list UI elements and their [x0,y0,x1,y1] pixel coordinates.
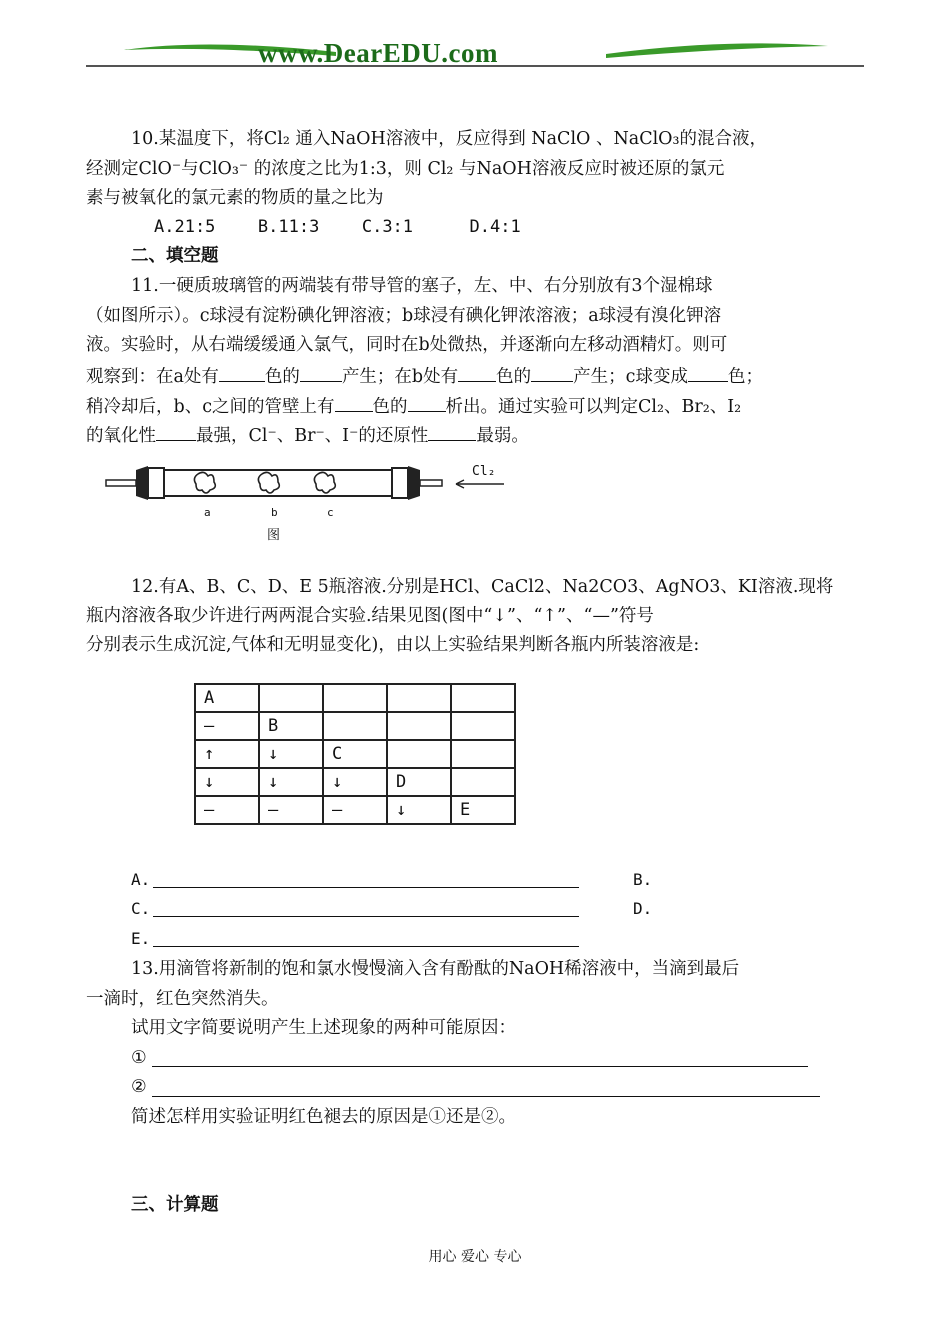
left-cap [148,468,164,498]
answer-line-e[interactable] [153,946,579,947]
table-cell: ↓ [259,768,323,796]
q10-line-3: 素与被氧化的氯元素的物质的量之比为 [86,188,384,208]
q11-line-2: （如图所示）。c球浸有淀粉碘化钾溶液；b球浸有碘化钾浓溶液；a球浸有溴化钾溶 [86,306,722,326]
q11-l4-part: 观察到：在a处有 [86,367,219,387]
q13-line-1: 13.用滴管将新制的饱和氯水慢慢滴入含有酚酞的NaOH稀溶液中，当滴到最后 [131,959,740,979]
table-cell [451,740,515,768]
q13-line-3: 试用文字简要说明产生上述现象的两种可能原因： [131,1018,516,1038]
q11-l5-part: 析出。通过实验可以判定Cl₂、Br₂、I₂ [445,397,742,417]
table-cell [259,684,323,712]
cotton-ball-a [194,472,215,493]
table-cell: ↓ [387,796,451,824]
q12-line-2: 瓶内溶液各取少许进行两两混合实验.结果见图(图中“↓”、“↑”、“—”符号 [86,606,654,626]
q13-mark-1: ① [131,1048,147,1068]
q11-line-3: 液。实验时，从右端缓缓通入氯气，同时在b处微热，并逐渐向左移动酒精灯。则可 [86,335,728,355]
fill-blank[interactable] [335,393,373,412]
reason-2-line[interactable] [152,1096,820,1097]
q11-l6-part: 的氧化性 [86,426,156,446]
answer-label-d: D. [633,899,653,918]
fill-blank[interactable] [688,363,728,382]
q11-l4-part: 产生；在b处有 [341,367,459,387]
table-cell: A [195,684,259,712]
table-cell: — [259,796,323,824]
table-cell [387,684,451,712]
fill-blank[interactable] [219,363,265,382]
left-conduit [106,480,136,486]
section-2-heading: 二、填空题 [131,246,219,266]
cotton-ball-c [314,472,335,493]
right-conduit [420,480,442,486]
table-cell [387,712,451,740]
answer-line-c[interactable] [153,916,579,917]
label-c: c [327,506,334,519]
fill-blank[interactable] [300,363,342,382]
table-cell [451,712,515,740]
right-swoosh [606,43,828,58]
table-cell: E [451,796,515,824]
fill-blank[interactable] [156,422,196,441]
answer-label-a: A. [131,870,151,889]
figure-caption: 图 [267,528,281,543]
table-cell [451,768,515,796]
section-3-heading: 三、计算题 [131,1195,219,1215]
answer-line-a[interactable] [153,887,579,888]
q10-option-c: C.3:1 [361,217,414,237]
table-cell: B [259,712,323,740]
right-stopper [408,466,420,500]
q11-l4-part: 色； [727,367,763,387]
right-cap [392,468,408,498]
table-row [195,768,515,796]
fill-blank[interactable] [428,422,476,441]
label-b: b [271,506,278,519]
table-row [195,712,515,740]
q13-mark-2: ② [131,1077,147,1097]
table-row [195,740,515,768]
table-cell: ↓ [323,768,387,796]
fill-blank[interactable] [408,393,446,412]
q11-l5-part: 色的 [372,397,408,417]
q11-line-1: 11.一硬质玻璃管的两端装有带导管的塞子，左、中、右分别放有3个湿棉球 [131,276,713,296]
site-logo-text: www.DearEDU.com [258,38,498,68]
reason-1-line[interactable] [152,1066,808,1067]
q11-l5-part: 稍冷却后，b、c之间的管壁上有 [86,397,335,417]
q10-option-d: D.4:1 [469,217,521,237]
q11-l6-part: 最强，Cl⁻、Br⁻、I⁻的还原性 [196,426,429,446]
table-cell: — [323,796,387,824]
q10-option-b: B.11:3 [257,217,320,237]
q11-l6-part: 最弱。 [476,426,529,446]
q12-line-1: 12.有A、B、C、D、E 5瓶溶液.分别是HCl、CaCl2、Na2CO3、AgNO3、KI溶液.现将 [131,577,834,597]
q12-line-3: 分别表示生成沉淀,气体和无明显变化)，由以上实验结果判断各瓶内所装溶液是: [86,635,700,655]
fill-blank[interactable] [531,363,573,382]
table-cell: ↓ [195,768,259,796]
q13-line-4: 简述怎样用实验证明红色褪去的原因是①还是②。 [131,1107,516,1127]
table-cell [387,740,451,768]
table-cell: — [195,712,259,740]
fill-blank[interactable] [458,363,496,382]
table-cell: C [323,740,387,768]
table-cell [323,712,387,740]
q10-options [154,215,521,239]
page-footer: 用心 爱心 专心 [428,1249,522,1265]
reaction-table [194,683,516,825]
table-cell: ↑ [195,740,259,768]
answer-label-c: C. [131,899,151,918]
q10-line-1: 10.某温度下，将Cl₂ 通入NaOH溶液中，反应得到 NaClO 、NaClO₃的混合液， [131,129,768,149]
table-cell [323,684,387,712]
q10-option-a: A.21:5 [154,217,216,237]
answer-label-e: E. [131,929,151,948]
glass-tube-figure [100,456,520,548]
table-cell: D [387,768,451,796]
q11-l4-part: 产生；c球变成 [573,367,688,387]
q11-line-6 [86,422,529,448]
left-stopper [136,466,148,500]
table-cell [451,684,515,712]
cotton-ball-b [258,472,279,493]
q11-line-5 [86,393,741,419]
q10-line-2: 经测定ClO⁻与ClO₃⁻ 的浓度之比为1:3，则 Cl₂ 与NaOH溶液反应时被还原的氯元 [86,159,725,179]
table-cell: ↓ [259,740,323,768]
q11-line-4 [86,363,763,389]
q11-l4-part: 色的 [496,367,532,387]
gas-label: Cl₂ [472,464,496,479]
label-a: a [204,506,211,519]
glass-tube-drawing [100,456,520,526]
table-row [195,684,515,712]
table-cell: — [195,796,259,824]
q11-l4-part: 色的 [264,367,300,387]
table-row [195,796,515,824]
answer-label-b: B. [633,870,653,889]
q13-line-2: 一滴时，红色突然消失。 [86,989,279,1009]
